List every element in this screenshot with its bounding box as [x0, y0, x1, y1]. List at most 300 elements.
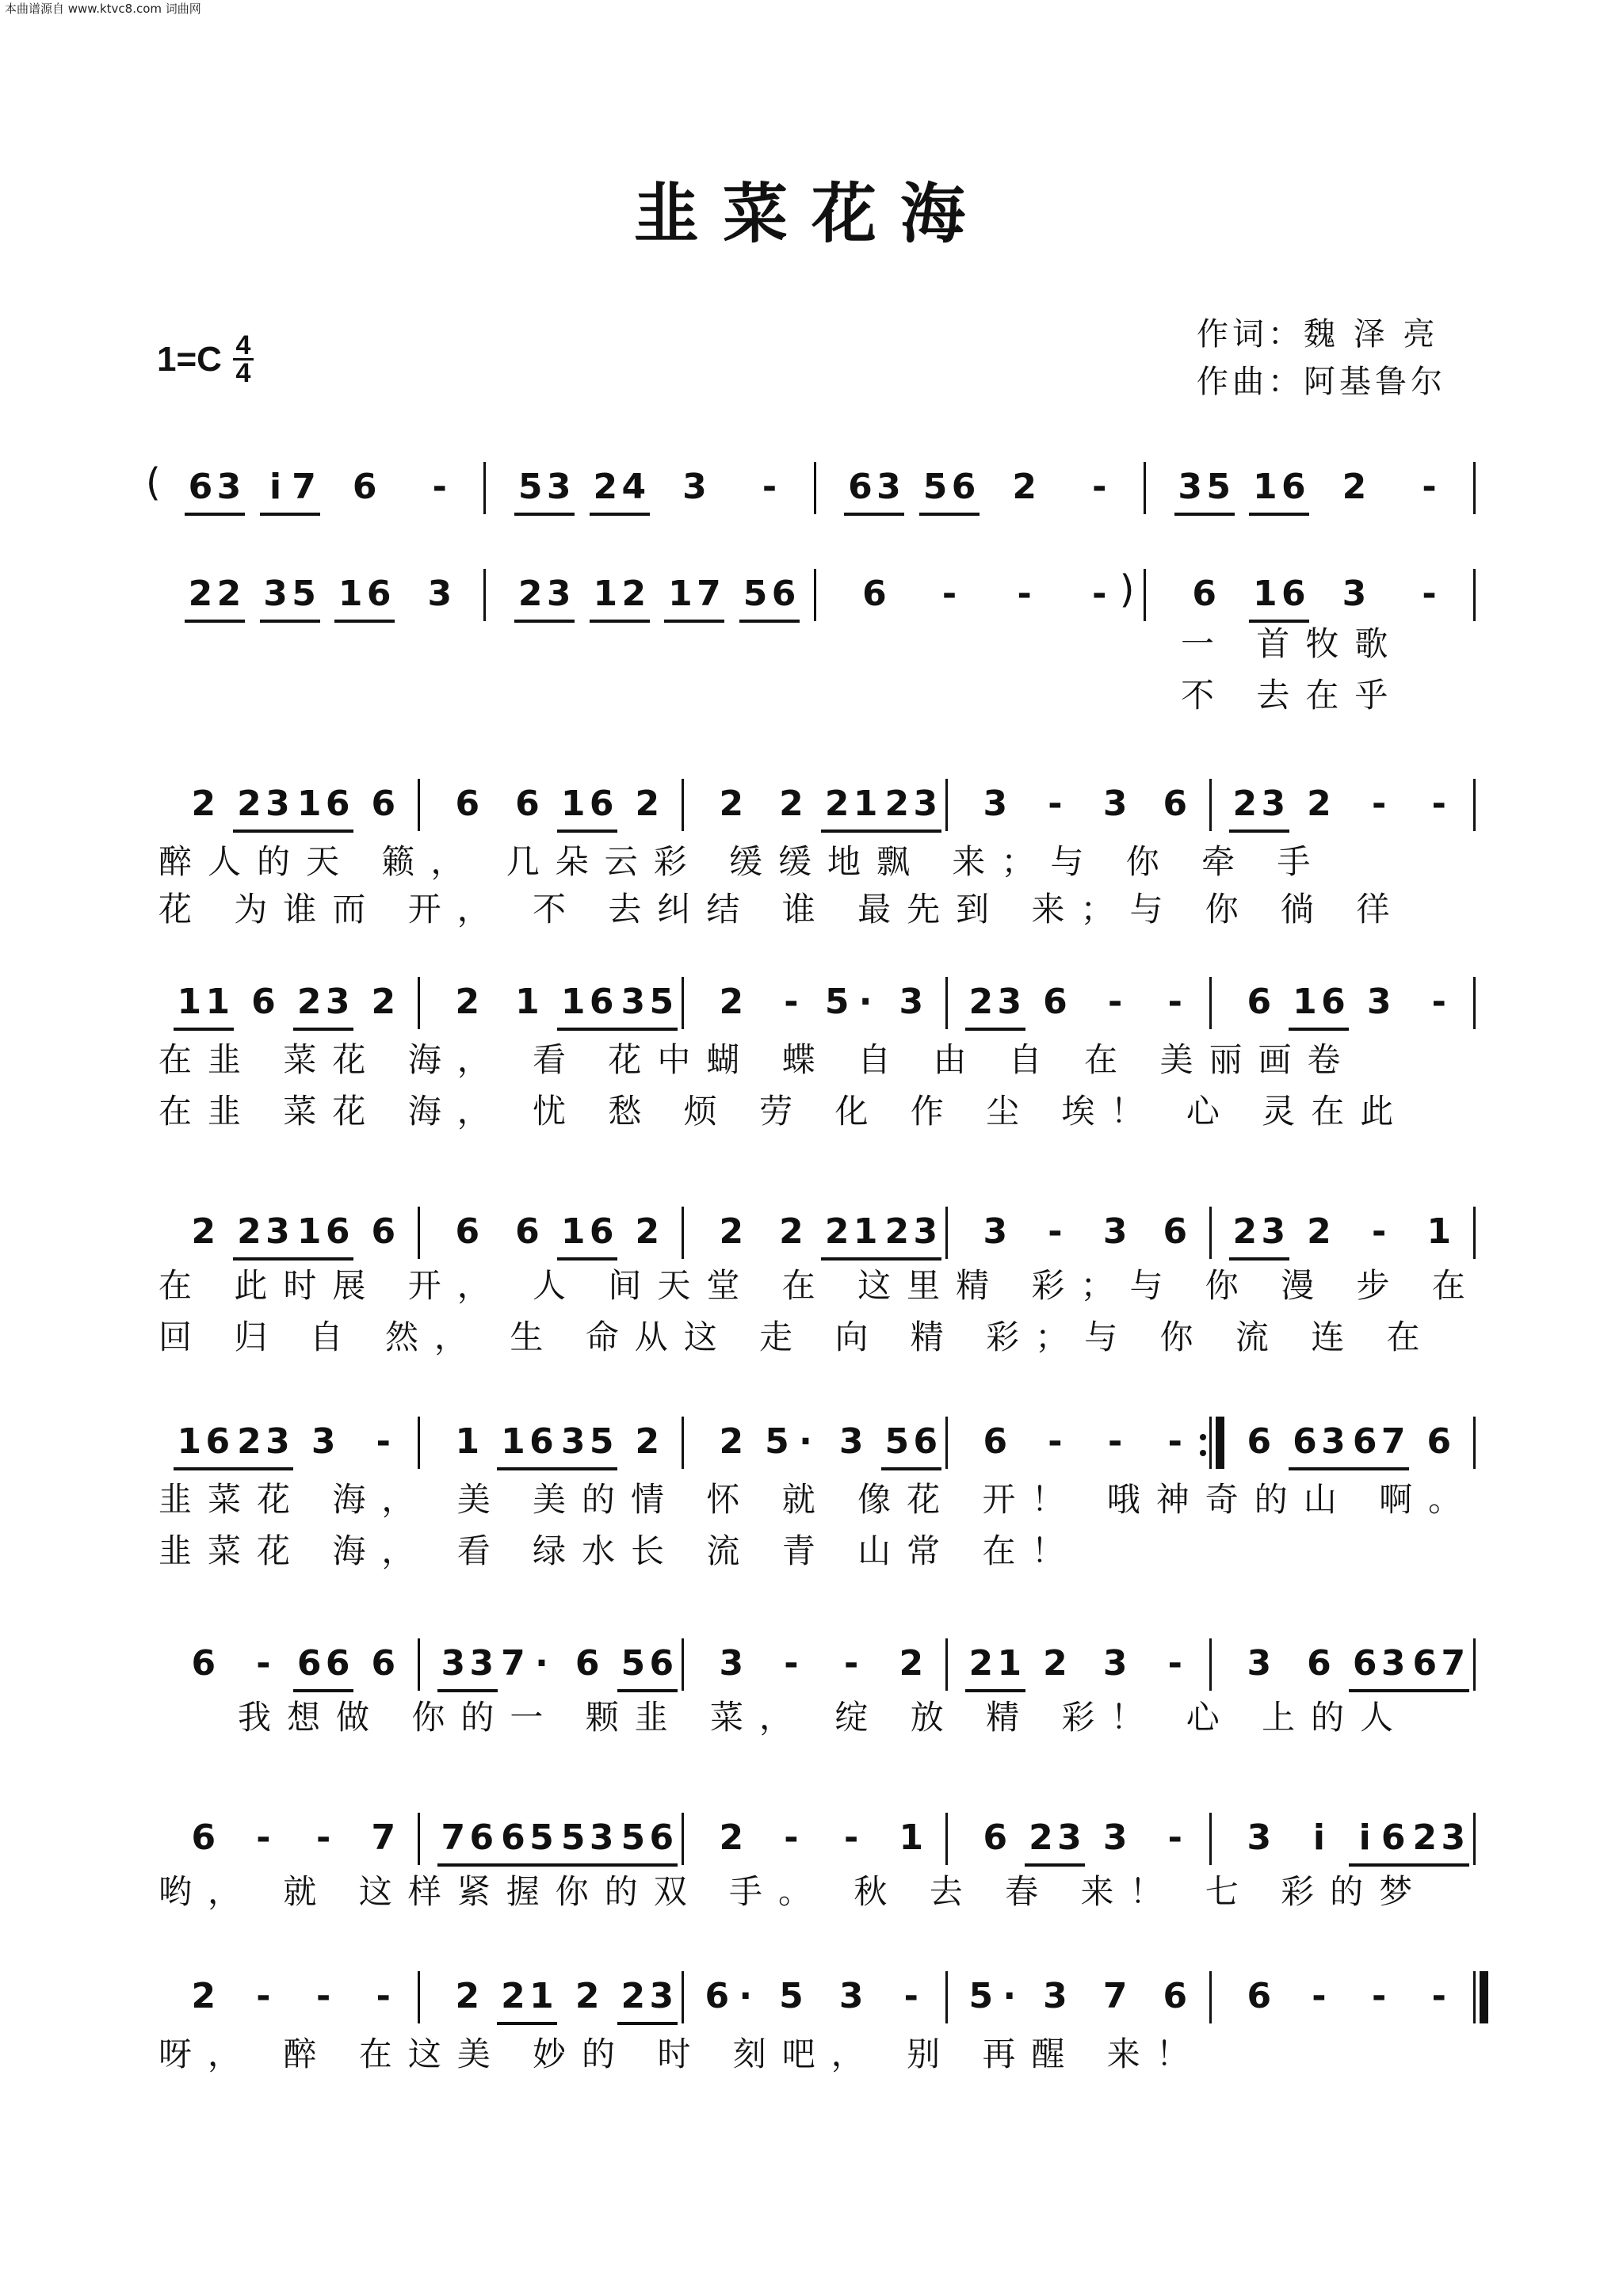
note: 5: [968, 1976, 994, 2016]
note: 1: [899, 1817, 924, 1858]
beam-underline: [557, 1257, 617, 1261]
barline: [418, 1207, 420, 1259]
lyric-line: 在韭 菜花 海， 忧 愁 烦 劳 化 作 尘 埃！ 心 灵在此: [158, 1092, 1410, 1131]
note: 1: [501, 1421, 525, 1462]
barline: [682, 1417, 684, 1469]
note: 3: [560, 1421, 586, 1462]
note: 2: [719, 1211, 744, 1252]
lyric-row: [0, 673, 1623, 721]
note: 3: [589, 1817, 614, 1858]
beam-underline: [185, 513, 245, 516]
note: 2: [296, 982, 322, 1022]
barline: [1209, 1971, 1212, 2023]
note: 6: [371, 1211, 396, 1252]
note: 2: [593, 467, 618, 507]
beam-underline: [557, 1863, 617, 1867]
beam-underline: [557, 830, 617, 833]
repeat-dot: [1200, 1434, 1206, 1440]
barline: [945, 779, 948, 831]
repeat-dot: [1200, 1450, 1206, 1456]
note: -: [1048, 1421, 1063, 1462]
note: 2: [719, 1817, 744, 1858]
note: 3: [1441, 1817, 1466, 1858]
note: -: [1431, 1976, 1446, 2016]
beam-underline: [437, 1689, 498, 1692]
note: 7: [371, 1817, 396, 1858]
note: 3: [876, 467, 901, 507]
note: -: [1107, 982, 1123, 1022]
beam-underline: [1349, 1689, 1409, 1692]
barline: [1209, 1638, 1212, 1691]
note: 1: [1252, 467, 1277, 507]
note: 5: [743, 574, 768, 614]
note: 2: [1412, 1817, 1438, 1858]
lyricist: 作词：魏 泽 亮: [1197, 316, 1439, 353]
note: 5: [292, 574, 316, 614]
note: -: [376, 1976, 391, 2016]
note: 3: [1178, 467, 1202, 507]
composer: 作曲：阿基鲁尔: [1197, 364, 1446, 400]
note: 6: [1163, 1211, 1188, 1252]
beam-underline: [1249, 513, 1309, 516]
beam-underline: [293, 1689, 353, 1692]
barline: [945, 1417, 948, 1469]
note: 6: [1247, 982, 1272, 1022]
key-signature: [157, 330, 254, 388]
note: 2: [719, 784, 744, 824]
note: 6: [983, 1817, 1008, 1858]
note: -: [315, 1817, 331, 1858]
note: 3: [441, 1643, 466, 1684]
note: 7: [501, 1643, 525, 1684]
note: 6: [1281, 467, 1306, 507]
lyric-line: 韭菜花 海， 美 美的情 怀 就 像花 开！ 哦神奇的山 啊。: [158, 1480, 1478, 1519]
note: -: [1167, 1421, 1182, 1462]
note: 2: [621, 1976, 646, 2016]
note: 2: [1307, 1211, 1331, 1252]
note: 6: [325, 784, 350, 824]
beam-underline: [1409, 1863, 1469, 1867]
notation-row: [0, 1208, 1623, 1264]
barline: [1209, 779, 1212, 831]
lyric-line: 在 此时展 开， 人 间天堂 在 这里精 彩；与 你 漫 步 在: [158, 1266, 1481, 1305]
note: -: [376, 1421, 391, 1462]
barline: [1209, 1207, 1212, 1259]
note: 6: [515, 1211, 540, 1252]
note: 2: [455, 1976, 480, 2016]
beam-underline: [965, 1689, 1025, 1692]
note: 2: [191, 784, 216, 824]
note: 1: [338, 574, 363, 614]
note: 2: [237, 1421, 262, 1462]
note: 5: [779, 1976, 804, 2016]
note: 2: [191, 1211, 216, 1252]
lyric-row: [0, 1315, 1623, 1363]
beam-underline: [497, 2022, 557, 2025]
note: 7: [1381, 1421, 1406, 1462]
note: 2: [501, 1976, 525, 2016]
note: -: [1167, 1643, 1182, 1684]
beam-underline: [821, 830, 881, 833]
note: -: [1312, 1976, 1327, 2016]
note: 5: [824, 982, 850, 1022]
lyric-row: [0, 1695, 1623, 1743]
note: 2: [191, 1976, 216, 2016]
notation-row: [0, 1814, 1623, 1870]
beam-underline: [293, 1257, 353, 1261]
note: 2: [1232, 1211, 1258, 1252]
note: 3: [649, 1976, 674, 2016]
note: -: [1048, 784, 1063, 824]
barline: [418, 779, 420, 831]
note: 6: [1352, 1643, 1377, 1684]
lyric-line: 我想做 你的一 颗韭 菜， 绽 放 精 彩！ 心 上的人: [238, 1698, 1410, 1737]
barline: [483, 462, 486, 514]
note: 3: [1247, 1643, 1272, 1684]
note: 3: [913, 1211, 938, 1252]
note: 6: [1426, 1421, 1452, 1462]
note: 6: [251, 982, 276, 1022]
beam-underline: [1289, 1028, 1349, 1031]
note: 2: [216, 574, 242, 614]
barline: [682, 1207, 684, 1259]
note: 6: [862, 574, 887, 614]
barline: [483, 569, 486, 621]
note: 6: [575, 1643, 600, 1684]
note: 1: [560, 982, 586, 1022]
note: -: [1092, 467, 1107, 507]
note: 1: [177, 982, 202, 1022]
beam-underline: [233, 1467, 293, 1470]
barline: [1473, 1971, 1476, 2023]
note: 1: [668, 574, 693, 614]
note: -: [762, 467, 777, 507]
lyric-line: 醉人的天 籁， 几朵云彩 缓缓地飘 来；与 你 牵 手: [158, 842, 1327, 881]
note: 2: [635, 784, 660, 824]
note: 3: [899, 982, 924, 1022]
beam-underline: [497, 1467, 557, 1470]
final-barline: [1480, 1971, 1488, 2023]
note: -: [1017, 574, 1032, 614]
barline: [1473, 1207, 1476, 1259]
note: -: [1371, 1211, 1387, 1252]
note: 3: [1247, 1817, 1272, 1858]
note: 6: [1352, 1421, 1377, 1462]
lyric-row: [0, 2032, 1623, 2080]
note: 3: [621, 982, 646, 1022]
note: 1: [853, 784, 878, 824]
watermark: 本曲谱源自 www.ktvc8.com 词曲网: [5, 2, 201, 16]
note: 7: [1441, 1643, 1466, 1684]
note: 2: [621, 574, 647, 614]
note: 6: [589, 784, 614, 824]
beam-underline: [590, 513, 650, 516]
credits: [1197, 311, 1446, 406]
barline: [814, 462, 816, 514]
beam-underline: [437, 1863, 498, 1867]
note: 6: [515, 784, 540, 824]
barline: [945, 1971, 948, 2023]
note: 6: [1293, 1421, 1317, 1462]
lyric-line: 呀， 醉 在这美 妙的 时 刻吧， 别 再醒 来！: [158, 2035, 1205, 2073]
note: 6: [1247, 1976, 1272, 2016]
barline: [682, 977, 684, 1029]
note: -: [1371, 784, 1387, 824]
note: 3: [427, 574, 453, 614]
beam-underline: [514, 513, 575, 516]
note: 2: [1029, 1817, 1053, 1858]
notation-row: [0, 567, 1623, 626]
note: 6: [371, 784, 396, 824]
note: 5: [621, 1643, 646, 1684]
beam-underline: [617, 1863, 678, 1867]
time-top: 4: [235, 330, 251, 360]
beam-underline: [557, 1467, 617, 1470]
beam-underline: [260, 513, 320, 516]
note: 7: [441, 1817, 466, 1858]
note: -: [1167, 982, 1182, 1022]
note: 6: [848, 467, 873, 507]
song-title: 韭菜花海: [633, 176, 989, 252]
note: 6: [1307, 1643, 1331, 1684]
note: 3: [311, 1421, 336, 1462]
note: 1: [593, 574, 618, 614]
note: 2: [719, 1421, 744, 1462]
barline: [945, 1207, 948, 1259]
barline: [1209, 1417, 1212, 1469]
note: 3: [469, 1643, 495, 1684]
note: 1: [296, 784, 322, 824]
notation-row: [0, 1640, 1623, 1695]
lyric-row: [0, 1038, 1623, 1085]
lyric-line: 哟， 就 这样紧握你的双 手。 秋 去 春 来！ 七 彩的梦: [158, 1872, 1429, 1911]
note: 5: [529, 1817, 554, 1858]
note: -: [843, 1643, 859, 1684]
barline: [418, 1813, 420, 1865]
note: 2: [635, 1421, 660, 1462]
beam-underline: [293, 830, 353, 833]
note: -: [1092, 574, 1107, 614]
beam-underline: [1409, 1689, 1469, 1692]
note: 2: [1043, 1643, 1067, 1684]
note: 3: [983, 784, 1008, 824]
note: 7: [1102, 1976, 1128, 2016]
lyric-line: 一 首牧歌: [1181, 624, 1404, 663]
note: 3: [997, 982, 1022, 1022]
note: 6: [589, 982, 614, 1022]
note: 6: [325, 1643, 350, 1684]
note: 6: [296, 1643, 322, 1684]
note: 2: [635, 1211, 660, 1252]
note: 2: [968, 1643, 994, 1684]
note: 6: [983, 1421, 1008, 1462]
note: 3: [216, 467, 242, 507]
note: 3: [1102, 1643, 1128, 1684]
beam-underline: [174, 1467, 234, 1470]
note: -: [1422, 574, 1437, 614]
note: -: [903, 1976, 918, 2016]
note: 6: [705, 1976, 730, 2016]
note: 2: [824, 784, 850, 824]
note: 6: [649, 1643, 674, 1684]
note: ·: [858, 982, 873, 1022]
note: 2: [371, 982, 396, 1022]
note: 6: [366, 574, 391, 614]
note: 2: [779, 1211, 804, 1252]
note: -: [1371, 1976, 1387, 2016]
barline: [682, 1638, 684, 1691]
note: 6: [529, 1421, 554, 1462]
note: 3: [325, 982, 350, 1022]
barline: [1209, 1813, 1212, 1865]
beam-underline: [1174, 513, 1235, 516]
lyric-line: 花 为谁而 开， 不 去纠结 谁 最先到 来；与 你 徜 徉: [158, 890, 1406, 929]
note: -: [784, 1817, 799, 1858]
lyric-row: [0, 840, 1623, 887]
note: 6: [589, 1211, 614, 1252]
barline: [1473, 1813, 1476, 1865]
note: 5: [1206, 467, 1231, 507]
note: 6: [501, 1817, 525, 1858]
lyric-row: [0, 1870, 1623, 1917]
note: 6: [1412, 1643, 1438, 1684]
note: 6: [1247, 1421, 1272, 1462]
note: i: [1312, 1817, 1325, 1858]
note: 2: [1307, 784, 1331, 824]
note: -: [256, 1976, 271, 2016]
beam-underline: [617, 1028, 678, 1031]
barline: [1144, 569, 1146, 621]
note: -: [1048, 1211, 1063, 1252]
barline: [1473, 569, 1476, 621]
barline: [814, 569, 816, 621]
note: i: [1358, 1817, 1371, 1858]
note: -: [256, 1643, 271, 1684]
note: 6: [1043, 982, 1067, 1022]
note: -: [784, 982, 799, 1022]
note: -: [1431, 982, 1446, 1022]
barline: [1209, 977, 1212, 1029]
beam-underline: [617, 2022, 678, 2025]
close-paren: ): [1119, 567, 1135, 612]
barline: [418, 1638, 420, 1691]
barline: [682, 1971, 684, 2023]
barline: [682, 779, 684, 831]
note: -: [941, 574, 957, 614]
repeat-barline: [1216, 1417, 1224, 1469]
beam-underline: [881, 1467, 941, 1470]
note: 3: [1381, 1643, 1406, 1684]
note: 1: [205, 982, 231, 1022]
note: 6: [205, 1421, 231, 1462]
note: 1: [853, 1211, 878, 1252]
note: -: [784, 1643, 799, 1684]
note: 1: [1252, 574, 1277, 614]
barline: [945, 977, 948, 1029]
barline: [945, 1813, 948, 1865]
note: 3: [682, 467, 707, 507]
note: 3: [1043, 1976, 1067, 2016]
time-signature: [233, 330, 254, 388]
note: 5: [922, 467, 948, 507]
note: 3: [1261, 784, 1286, 824]
notation-row: [0, 978, 1623, 1034]
note: 2: [237, 784, 262, 824]
note: 6: [1381, 1817, 1406, 1858]
beam-underline: [919, 513, 980, 516]
note: 1: [529, 1976, 554, 2016]
note: 6: [1321, 982, 1346, 1022]
lyric-row: [0, 887, 1623, 935]
barline: [418, 977, 420, 1029]
lyric-line: 在韭 菜花 海， 看 花中蝴 蝶 自 由 自 在 美丽画卷: [158, 1040, 1357, 1079]
note: 6: [352, 467, 377, 507]
note: 1: [296, 1211, 322, 1252]
note: -: [1431, 784, 1446, 824]
barline: [1473, 1417, 1476, 1469]
lyric-line: 不 去在乎: [1181, 676, 1404, 715]
note: 3: [913, 784, 938, 824]
note: 2: [1342, 467, 1367, 507]
note: ·: [799, 1421, 812, 1462]
note: i: [269, 467, 282, 507]
note: 2: [884, 1211, 910, 1252]
lyric-row: [0, 1089, 1623, 1137]
lyric-row: [0, 622, 1623, 669]
note: 3: [1366, 982, 1392, 1022]
note: 1: [515, 982, 540, 1022]
beam-underline: [293, 1028, 353, 1031]
note: -: [1167, 1817, 1182, 1858]
lyric-row: [0, 1529, 1623, 1577]
beam-underline: [233, 830, 293, 833]
note: 1: [1293, 982, 1317, 1022]
note: 3: [546, 467, 571, 507]
note: 5: [765, 1421, 789, 1462]
notation-row: [0, 1418, 1623, 1474]
note: 5: [560, 1817, 586, 1858]
time-bottom: 4: [235, 358, 251, 388]
note: 3: [263, 574, 288, 614]
note: 1: [997, 1643, 1022, 1684]
beam-underline: [617, 1689, 678, 1692]
note: 3: [719, 1643, 744, 1684]
note: 6: [1192, 574, 1216, 614]
note: ·: [1002, 1976, 1017, 2016]
note: 2: [517, 574, 543, 614]
beam-underline: [497, 1863, 557, 1867]
note: -: [432, 467, 447, 507]
beam-underline: [174, 1028, 234, 1031]
note: 1: [560, 784, 586, 824]
note: -: [256, 1817, 271, 1858]
note: 1: [1426, 1211, 1452, 1252]
note: 3: [546, 574, 571, 614]
beam-underline: [1349, 1863, 1409, 1867]
note: 6: [951, 467, 976, 507]
note: 5: [621, 1817, 646, 1858]
beam-underline: [881, 830, 941, 833]
note: -: [1107, 1421, 1123, 1462]
beam-underline: [557, 1028, 617, 1031]
note: 6: [469, 1817, 495, 1858]
note: ·: [535, 1643, 548, 1684]
note: 6: [191, 1817, 216, 1858]
note: 6: [1163, 1976, 1188, 2016]
note: 3: [838, 1421, 864, 1462]
note: 6: [188, 467, 213, 507]
note: 6: [1163, 784, 1188, 824]
